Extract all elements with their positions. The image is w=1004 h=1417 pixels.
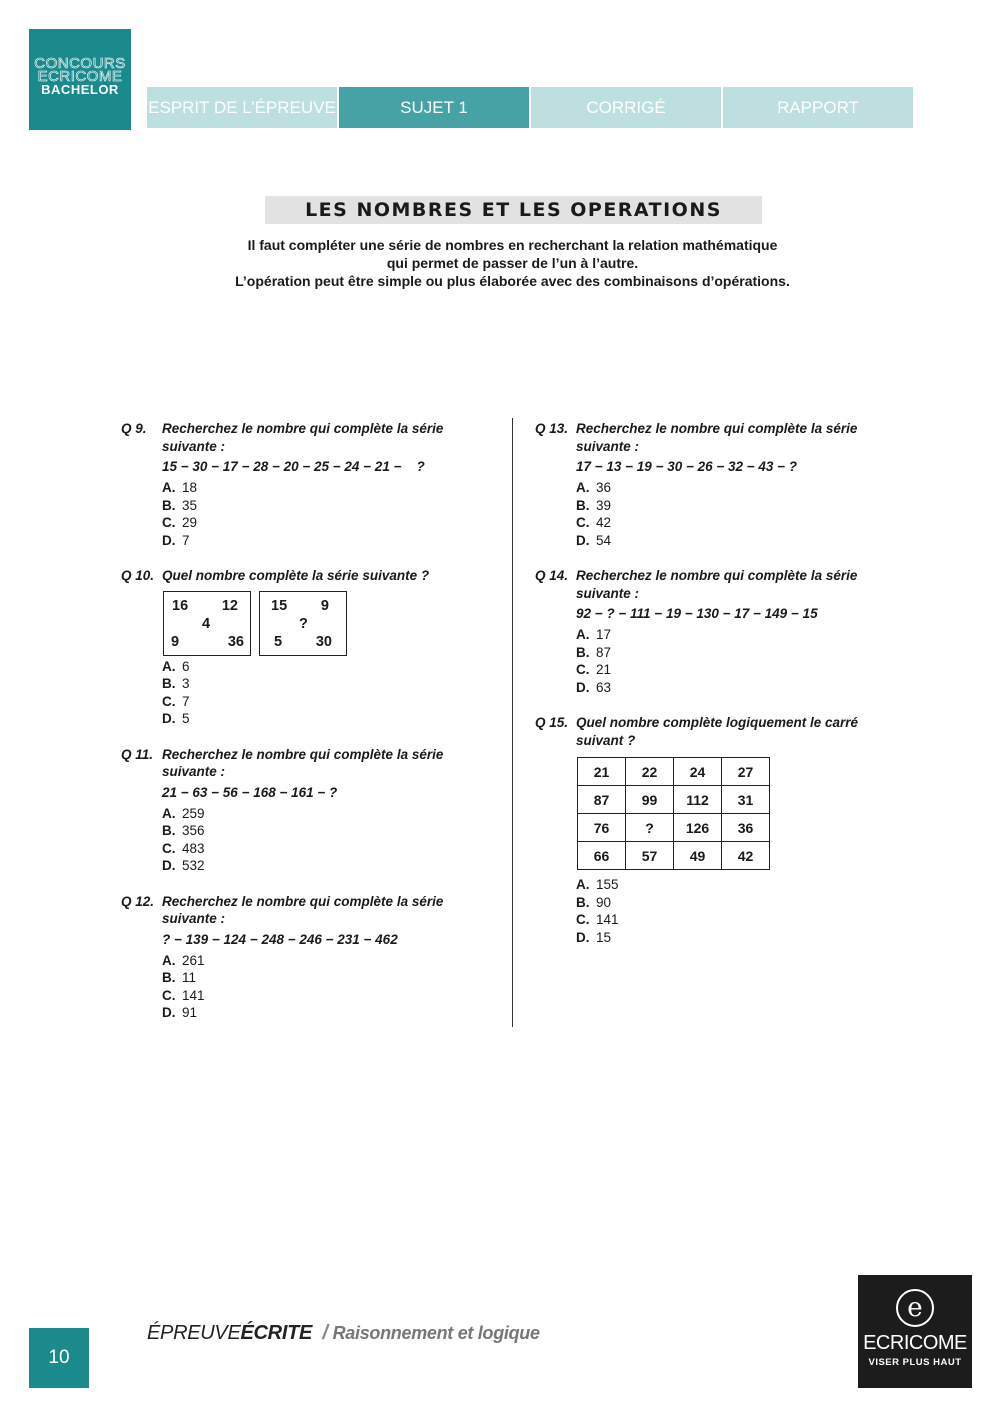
footer-title — [147, 1322, 540, 1345]
grid-cell: 22 — [626, 758, 674, 786]
question-number: Q 11. — [121, 746, 154, 762]
grid-cell: 57 — [626, 842, 674, 870]
number-series: ? − 139 − 124 − 248 − 246 − 231 − 462 — [162, 931, 398, 947]
number-boxes — [163, 591, 481, 656]
answer-value: 17 — [596, 627, 612, 642]
answer-value: 141 — [182, 987, 205, 1003]
answer-option[interactable] — [576, 876, 895, 894]
question-number: Q 15. — [535, 715, 569, 730]
answer-letter: C. — [576, 662, 590, 677]
grid-cell: 126 — [674, 814, 722, 842]
footer-subject: Raisonnement et logique — [332, 1323, 540, 1343]
number-series: 21 − 63 − 56 − 168 − 161 − ? — [162, 784, 338, 800]
answer-letter: B. — [162, 497, 176, 513]
answer-value: 155 — [596, 877, 619, 892]
box-value: 9 — [171, 633, 180, 650]
tab-esprit[interactable]: ESPRIT DE L’ÉPREUVE — [147, 87, 337, 128]
answer-list — [162, 658, 481, 728]
answer-value: 6 — [182, 658, 190, 674]
intro-line: qui permet de passer de l’un à l’autre. — [386, 255, 639, 271]
question-13 — [535, 420, 895, 549]
answer-letter: A. — [162, 480, 176, 495]
grid-cell: 76 — [578, 814, 626, 842]
footer-separator: / — [322, 1322, 328, 1344]
grid-cell: 112 — [674, 786, 722, 814]
answer-option[interactable] — [576, 532, 895, 550]
answer-letter: A. — [576, 480, 590, 495]
question-14 — [535, 567, 895, 696]
answer-letter: A. — [162, 658, 176, 674]
answer-value: 261 — [182, 952, 205, 968]
brand-name: ECRICOME — [863, 1332, 967, 1354]
box-value: 12 — [221, 597, 238, 614]
answer-value: 532 — [182, 858, 205, 873]
box-value: 16 — [172, 597, 189, 614]
answer-option[interactable] — [162, 497, 481, 515]
box-value: ? — [299, 615, 308, 632]
tab-sujet-1[interactable]: SUJET 1 — [339, 87, 529, 128]
answer-value: 15 — [596, 929, 612, 945]
answer-letter: B. — [162, 823, 176, 838]
answer-option[interactable] — [576, 644, 895, 662]
answer-letter: D. — [162, 1005, 176, 1020]
answer-option[interactable] — [162, 479, 481, 497]
question-number: Q 10. — [121, 568, 155, 583]
answer-letter: A. — [576, 627, 590, 642]
number-series: 17 − 13 − 19 − 30 − 26 − 32 − 43 − ? — [576, 459, 798, 474]
question-12 — [121, 893, 481, 1022]
answer-value: 36 — [596, 480, 612, 495]
concours-logo — [29, 29, 131, 130]
answer-value: 141 — [596, 912, 619, 927]
answer-option[interactable] — [576, 479, 895, 497]
question-11 — [121, 746, 481, 875]
number-box-1 — [163, 591, 251, 656]
answer-value: 5 — [182, 711, 190, 726]
answer-value: 356 — [182, 823, 205, 838]
answer-letter: D. — [576, 929, 590, 945]
answer-letter: C. — [162, 840, 176, 856]
answer-letter: A. — [162, 952, 176, 968]
answer-option[interactable] — [162, 1004, 481, 1022]
number-series: 92 − ? − 111 − 19 − 130 − 17 − 149 − 15 — [576, 606, 818, 621]
answer-letter: C. — [576, 912, 590, 927]
answer-letter: D. — [576, 679, 590, 695]
grid-cell: 99 — [626, 786, 674, 814]
question-text: Recherchez le nombre qui complète la série suivante : — [576, 421, 858, 454]
answer-letter: B. — [576, 497, 590, 513]
answer-option[interactable] — [162, 969, 481, 987]
answer-letter: C. — [162, 987, 176, 1003]
left-column — [121, 420, 481, 1040]
question-text: Recherchez le nombre qui complète la série suivante : — [162, 893, 444, 926]
grid-cell: 87 — [578, 786, 626, 814]
answer-option[interactable] — [162, 822, 481, 840]
answer-letter: C. — [162, 693, 176, 709]
answer-list — [162, 479, 481, 549]
question-text: Recherchez le nombre qui complète la série suivante : — [162, 746, 444, 779]
answer-value: 87 — [596, 644, 612, 660]
answer-value: 7 — [182, 532, 190, 548]
box-value: 36 — [227, 633, 244, 650]
answer-list — [162, 952, 481, 1022]
answer-list — [576, 876, 895, 946]
answer-option[interactable] — [576, 661, 895, 679]
answer-letter: B. — [576, 894, 590, 910]
section-title: LES NOMBRES ET LES OPERATIONS — [265, 196, 762, 224]
footer-ecrite: ÉCRITE — [240, 1322, 313, 1344]
grid-cell: 24 — [674, 758, 722, 786]
answer-option[interactable] — [162, 952, 481, 970]
answer-letter: D. — [576, 532, 590, 548]
answer-option[interactable] — [162, 693, 481, 711]
answer-value: 21 — [596, 662, 612, 677]
number-box-2 — [259, 591, 347, 656]
question-text: Quel nombre complète la série suivante ? — [162, 568, 430, 583]
answer-letter: C. — [162, 515, 176, 530]
section-intro — [140, 236, 885, 290]
answer-letter: B. — [162, 970, 176, 985]
answer-value: 39 — [596, 497, 612, 513]
answer-option[interactable] — [576, 679, 895, 697]
box-value: 4 — [202, 615, 211, 632]
answer-option[interactable] — [162, 710, 481, 728]
answer-list — [576, 479, 895, 549]
intro-line: Il faut compléter une série de nombres en recherchant la relation mathématique — [247, 237, 778, 253]
answer-value: 7 — [182, 693, 190, 709]
ecricome-e-icon: e — [896, 1289, 934, 1327]
logo-line-concours: CONCOURS — [34, 55, 126, 72]
answer-value: 54 — [596, 532, 612, 548]
grid-cell: 66 — [578, 842, 626, 870]
answer-letter: A. — [162, 805, 176, 821]
answer-value: 483 — [182, 840, 205, 856]
grid-row — [578, 842, 770, 870]
grid-cell: 36 — [722, 814, 770, 842]
answer-value: 90 — [596, 894, 612, 910]
answer-option[interactable] — [162, 675, 481, 693]
ecricome-brand-logo — [858, 1275, 972, 1388]
answer-option[interactable] — [576, 911, 895, 929]
answer-option[interactable] — [576, 626, 895, 644]
answer-letter: D. — [162, 858, 176, 873]
grid-cell: 31 — [722, 786, 770, 814]
answer-value: 18 — [182, 480, 198, 495]
answer-option[interactable] — [162, 658, 481, 676]
answer-value: 35 — [182, 497, 198, 513]
box-value: 30 — [315, 633, 332, 650]
answer-letter: A. — [576, 877, 590, 892]
answer-value: 42 — [596, 515, 612, 530]
answer-list — [576, 626, 895, 696]
question-number: Q 14. — [535, 568, 569, 583]
answer-letter: D. — [162, 711, 176, 726]
right-column — [535, 420, 895, 964]
answer-option[interactable] — [576, 929, 895, 947]
question-9 — [121, 420, 481, 549]
answer-option[interactable] — [162, 532, 481, 550]
tab-rapport[interactable]: RAPPORT — [723, 87, 913, 128]
question-number: Q 12. — [121, 893, 155, 909]
answer-letter: B. — [162, 676, 176, 691]
answer-list — [162, 805, 481, 875]
logo-line-ecricome: ECRICOME — [37, 68, 123, 85]
answer-letter: B. — [576, 644, 590, 660]
answer-value: 63 — [596, 679, 612, 695]
footer-epreuve: ÉPREUVE — [147, 1322, 241, 1344]
question-number: Q 9. — [121, 421, 147, 436]
answer-option[interactable] — [162, 514, 481, 532]
grid-cell: 42 — [722, 842, 770, 870]
answer-option[interactable] — [576, 894, 895, 912]
answer-value: 11 — [182, 970, 197, 985]
answer-value: 259 — [182, 805, 205, 821]
grid-cell: 21 — [578, 758, 626, 786]
answer-option[interactable] — [576, 514, 895, 532]
answer-value: 3 — [182, 676, 190, 691]
intro-line: L’opération peut être simple ou plus élaborée avec des combinaisons d’opérations. — [235, 273, 790, 289]
answer-letter: D. — [162, 532, 176, 548]
number-series: 15 − 30 − 17 − 28 − 20 − 25 − 24 − 21 − ? — [162, 459, 425, 474]
answer-option[interactable] — [162, 805, 481, 823]
question-text: Quel nombre complète logiquement le carré suivant ? — [576, 715, 859, 748]
question-text: Recherchez le nombre qui complète la série suivante : — [162, 421, 444, 454]
box-value: 9 — [320, 597, 329, 614]
section-tabs — [147, 87, 913, 128]
answer-option[interactable] — [162, 857, 481, 875]
grid-cell: 27 — [722, 758, 770, 786]
grid-cell: 49 — [674, 842, 722, 870]
question-10 — [121, 567, 481, 728]
grid-row — [578, 814, 770, 842]
grid-cell: ? — [626, 814, 674, 842]
box-value: 5 — [274, 633, 283, 650]
column-divider — [512, 418, 513, 1027]
answer-value: 91 — [182, 1005, 198, 1020]
question-number: Q 13. — [535, 421, 569, 436]
answer-option[interactable] — [162, 840, 481, 858]
brand-slogan: VISER PLUS HAUT — [868, 1357, 962, 1368]
grid-row — [578, 758, 770, 786]
answer-value: 29 — [182, 515, 198, 530]
box-value: 15 — [271, 597, 288, 614]
question-15 — [535, 714, 895, 946]
answer-option[interactable] — [162, 987, 481, 1005]
question-text: Recherchez le nombre qui complète la série suivante : — [576, 568, 858, 601]
answer-letter: C. — [576, 515, 590, 530]
answer-option[interactable] — [576, 497, 895, 515]
grid-row — [578, 786, 770, 814]
number-grid — [577, 757, 770, 870]
logo-line-bachelor: BACHELOR — [41, 82, 119, 97]
tab-corrige[interactable]: CORRIGÉ — [531, 87, 721, 128]
page-number: 10 — [29, 1328, 89, 1388]
